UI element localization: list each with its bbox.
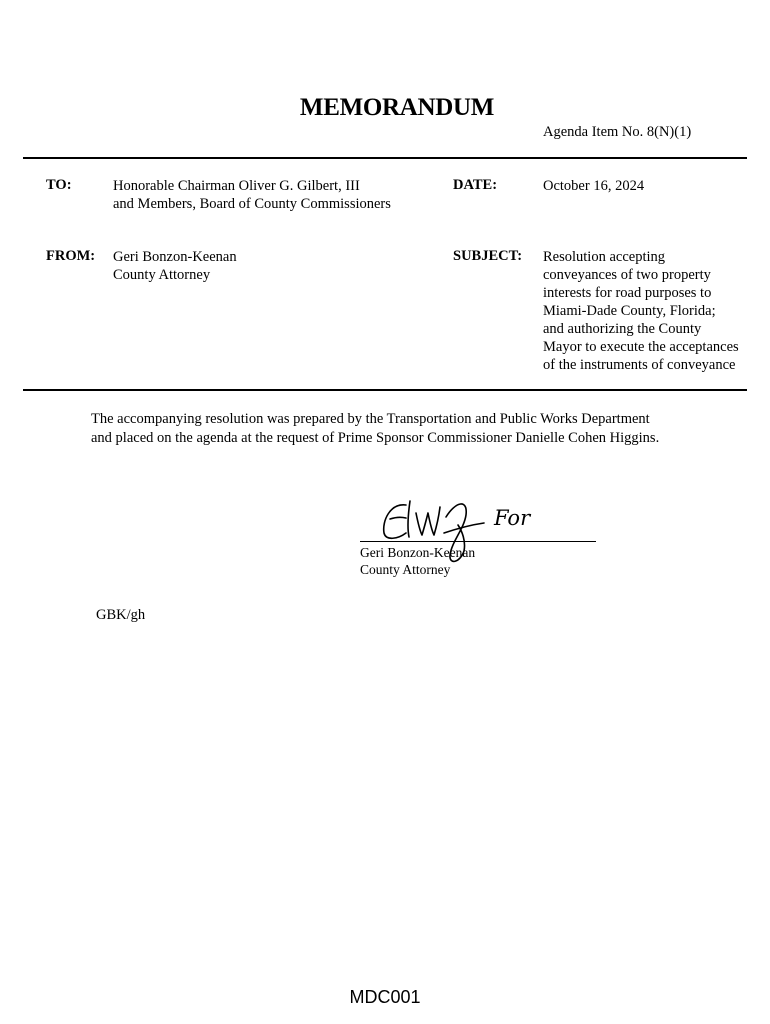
document-code: MDC001	[349, 987, 421, 1007]
subject-line: Miami-Dade County, Florida;	[543, 303, 716, 319]
to-recipient	[113, 177, 391, 213]
signatory-name: Geri Bonzon-Keenan	[360, 545, 476, 560]
subject-line: and authorizing the County	[543, 321, 702, 337]
subject-line: Resolution accepting	[543, 249, 666, 265]
to-line: Honorable Chairman Oliver G. Gilbert, III	[113, 178, 360, 194]
typist-initials: GBK/gh	[96, 607, 146, 623]
subject-line: conveyances of two property	[543, 267, 711, 283]
from-label: FROM:	[46, 248, 96, 264]
to-label: TO:	[46, 177, 72, 193]
body-line: and placed on the agenda at the request of Prime Sponsor Commissioner Danielle Cohen Higgins.	[91, 430, 660, 446]
signatory-title: County Attorney	[360, 562, 451, 577]
from-sender	[113, 248, 237, 284]
body-line: The accompanying resolution was prepared by the Transportation and Public Works Department	[91, 411, 650, 427]
signature-for-note: For	[494, 506, 531, 530]
subject-line: Mayor to execute the acceptances	[543, 339, 739, 355]
date-label: DATE:	[453, 177, 498, 193]
signature-block	[360, 544, 475, 578]
agenda-item-number: Agenda Item No. 8(N)(1)	[543, 124, 692, 140]
memo-body	[91, 410, 751, 448]
subject-text	[543, 248, 739, 374]
to-line: and Members, Board of County Commissioners	[113, 196, 391, 212]
from-line: County Attorney	[113, 267, 211, 283]
bottom-rule	[23, 389, 747, 391]
subject-line: interests for road purposes to	[543, 285, 712, 301]
from-line: Geri Bonzon-Keenan	[113, 249, 237, 265]
top-rule	[23, 157, 747, 159]
signature-line	[360, 541, 596, 542]
date-value: October 16, 2024	[543, 178, 645, 194]
subject-label: SUBJECT:	[453, 248, 523, 264]
memo-title: MEMORANDUM	[299, 94, 495, 121]
subject-line: of the instruments of conveyance	[543, 357, 736, 373]
